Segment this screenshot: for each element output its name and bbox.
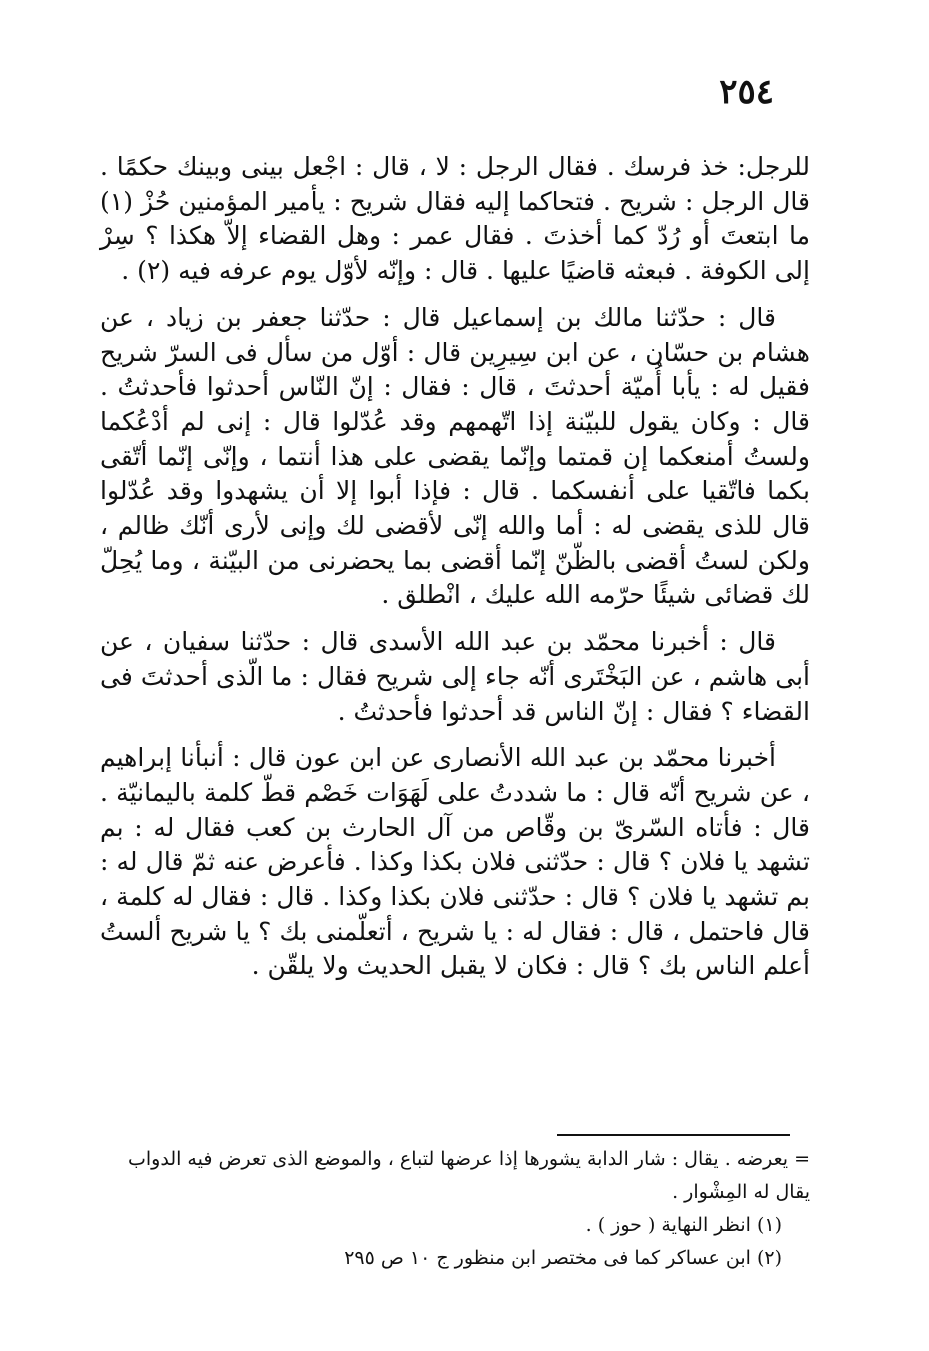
paragraph: للرجل: خذ فرسك . فقال الرجل : لا ، قال : اجْعل بينى وبينك حكمًا . قال الرجل : شريح . فتحاكما إليه فقال شريح : يأمير المؤمنين حُزْ (١) ما ابتعتَ أو رُدّ كما أخذتَ . فقال عمر : وهل القضاء إلاّ هكذا ؟ سِرْ إلى الكوفة . فبعثه قاضيًا عليها . قال : وإنّه لأوّل يوم عرفه فيه (٢) . [100,152,810,286]
footnote-2: (٢) ابن عساكر كما فى مختصر ابن منظور ج ١٠ ص ٢٩٥ [344,1247,782,1269]
paragraph: قال : أخبرنا محمّد بن عبد الله الأسدى قال : حدّثنا سفيان ، عن أبى هاشم ، عن البَخْتَرى أنّه جاء إلى شريح فقال : ما الّذى أحدثتَ فى القضاء ؟ فقال : إنّ الناس قد أحدثوا فأحدثتُ . [100,627,810,726]
paragraph: أخبرنا محمّد بن عبد الله الأنصارى عن ابن عون قال : أنبأنا إبراهيم ، عن شريح أنّه قال : ما شددتُ على لَهَوَات خَصْم قطّ كلمة باليمانيّة . قال : فأتاه السّرىّ بن وقّاص من آل الحارث بن كعب فقال له : بم تشهد يا فلان ؟ قال : حدّثنى فلان بكذا وكذا . فأعرض عنه ثمّ قال له : بم تشهد يا فلان ؟ قال : حدّثنى فلان بكذا وكذا . قال : فقال له كلمة ، قال فاحتمل ، قال : فقال له : يا شريح ، أتعلّمنى بك ؟ يا شريح ألستُ أعلم الناس بك ؟ قال : فكان لا يقبل الحديث ولا يلقّن . [100,743,810,981]
main-text [100,150,810,996]
footnote-continuation: = يعرضه . يقال : شار الدابة يشورها إذا عرضها لتباع ، والموضع الذى تعرض فيه الدواب يقال له المِشْوار . [128,1148,810,1203]
page-number: ٢٥٤ [719,72,774,112]
paragraph: قال : حدّثنا مالك بن إسماعيل قال : حدّثنا جعفر بن زياد ، عن هشام بن حسّان ، عن ابن سِيرِين قال : أوّل من سأل فى السرّ شريح فقيل له : يأبا أُميّة أحدثتَ ، قال : فقال : إنّ النّاس أحدثوا فأحدثتُ . قال : وكان يقول للبيّنة إذا اتّهمهم وقد عُدّلوا قال : إنى لم أدْعُكما ولستُ أمنعكما إن قمتما وإنّما يقضى على هذا أنتما ، وإنّى إنّما أتّقى بكما فاتّقيا على أنفسكما . قال : فإذا أبوا إلا أن يشهدوا وقد عُدّلوا قال للذى يقضى له : أما والله إنّى لأقضى لك وإنى لأرى أنّك ظالم ، ولكن لستُ أقضى بالظّنّ إنّما أقضى بما يحضرنى من البيّنة ، وما يُحِلّ لك قضائى شيئًا حرّمه الله عليك ، انْطلق . [100,302,810,610]
footnote-separator [557,1134,790,1136]
footnote-1: (١) انظر النهاية ( حوز ) . [585,1214,782,1236]
footnotes [100,1143,810,1275]
